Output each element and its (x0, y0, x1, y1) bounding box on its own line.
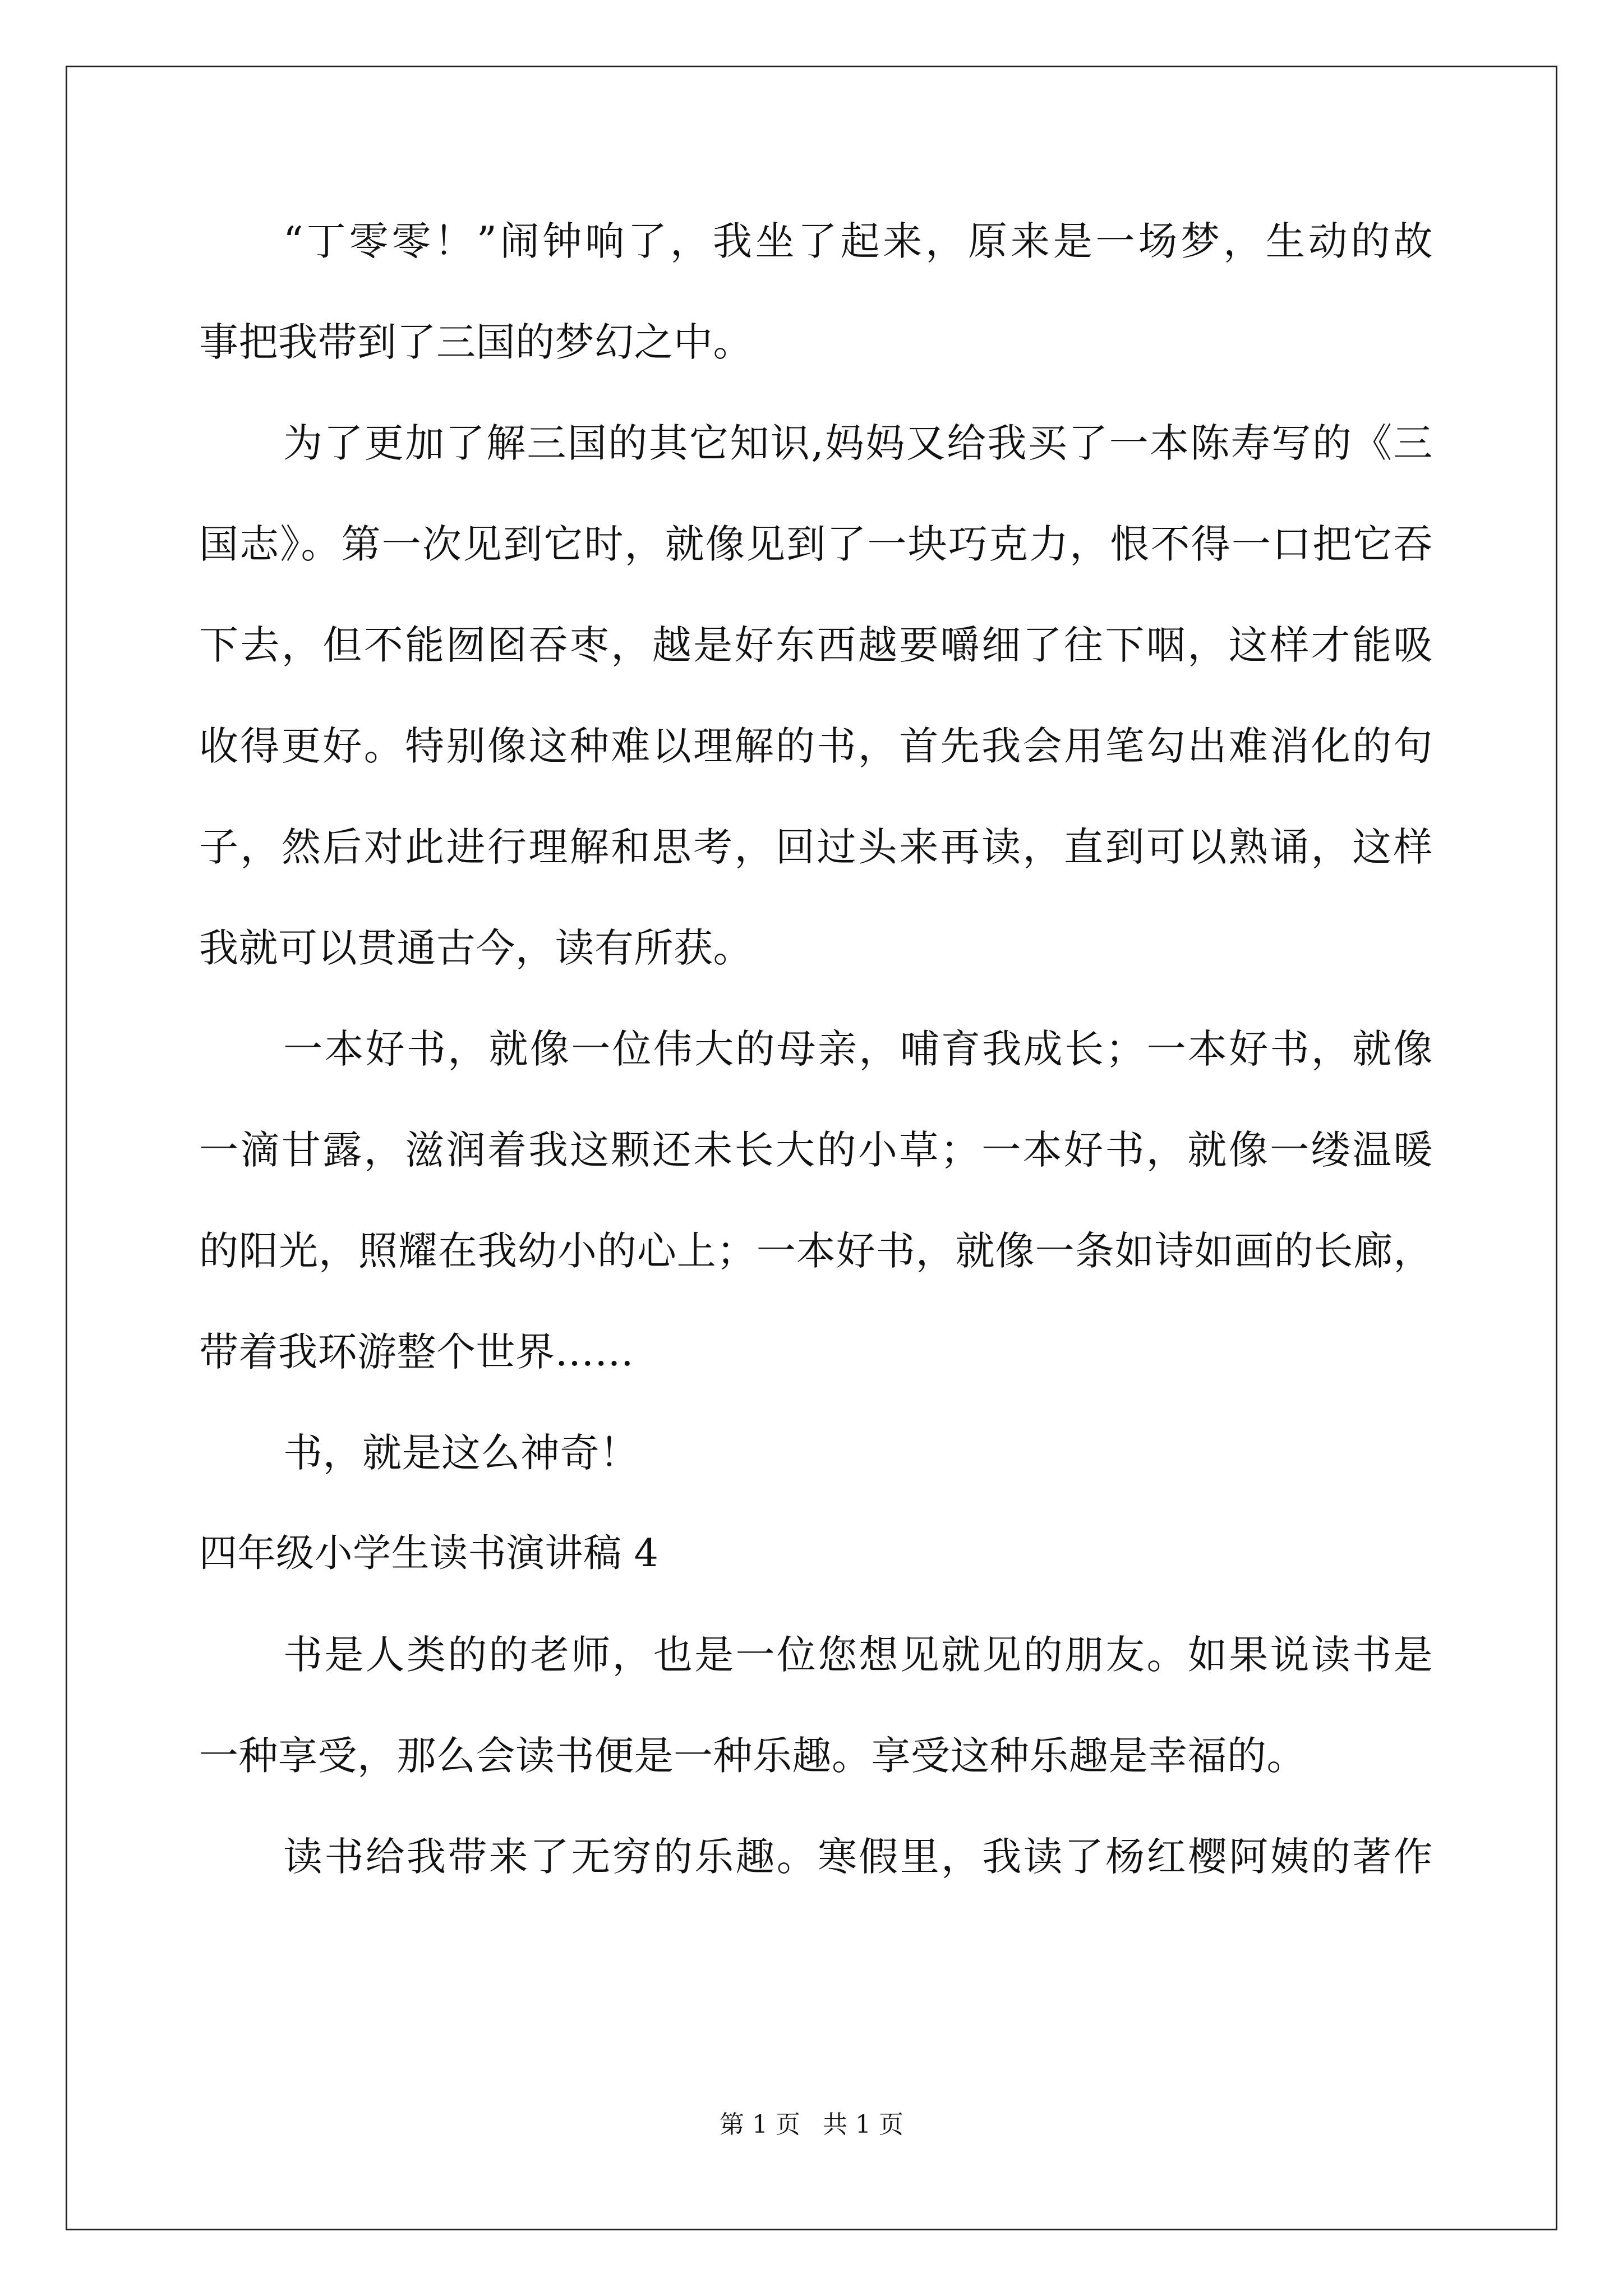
page-footer (0, 2111, 1623, 2139)
text-line: 国志》。第一次见到它时，就像见到了一块巧克力，恨不得一口把它吞 (199, 521, 1433, 567)
text-line: 带着我环游整个世界…… (199, 1329, 634, 1375)
text-line: “丁零零！”闹钟响了，我坐了起来，原来是一场梦，生动的故 (283, 218, 1433, 264)
page-number: 第 1 页 (720, 2110, 800, 2139)
text-line: 事把我带到了三国的梦幻之中。 (199, 319, 753, 365)
text-line: 的阳光，照耀在我幼小的心上；一本好书，就像一条如诗如画的长廊， (199, 1228, 1433, 1274)
page-total: 共 1 页 (823, 2110, 903, 2139)
text-line: 书是人类的的老师，也是一位您想见就见的朋友。如果说读书是 (283, 1632, 1433, 1678)
text-line: 读书给我带来了无穷的乐趣。寒假里，我读了杨红樱阿姨的著作 (283, 1834, 1433, 1880)
text-line: 一本好书，就像一位伟大的母亲，哺育我成长；一本好书，就像 (283, 1026, 1433, 1072)
text-line: 下去，但不能囫囵吞枣，越是好东西越要嚼细了往下咽，这样才能吸 (199, 622, 1433, 668)
text-line: 一滴甘露，滋润着我这颗还未长大的小草；一本好书，就像一缕温暖 (199, 1127, 1433, 1173)
text-line: 我就可以贯通古今，读有所获。 (199, 925, 753, 971)
section-heading: 四年级小学生读书演讲稿 4 (199, 1531, 659, 1576)
text-line: 子，然后对此进行理解和思考，回过头来再读，直到可以熟诵，这样 (199, 824, 1433, 870)
text-line: 书，就是这么神奇！ (283, 1430, 639, 1476)
text-line: 收得更好。特别像这种难以理解的书，首先我会用笔勾出难消化的句 (199, 723, 1433, 769)
text-line: 一种享受，那么会读书便是一种乐趣。享受这种乐趣是幸福的。 (199, 1733, 1306, 1779)
text-line: 为了更加了解三国的其它知识,妈妈又给我买了一本陈寿写的《三 (283, 420, 1433, 466)
